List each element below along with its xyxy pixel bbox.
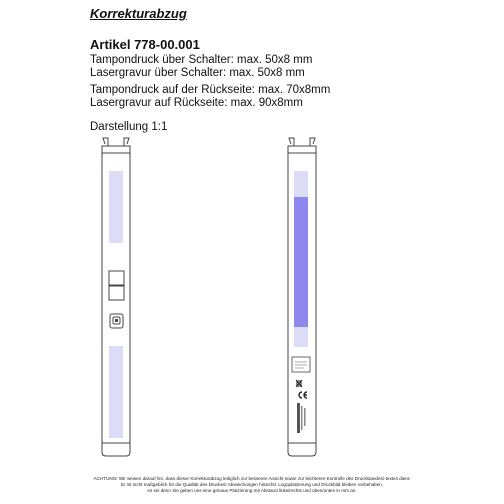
spec-line: Lasergravur auf Rückseite: max. 90x8mm [90, 97, 303, 109]
lighter-back-view [288, 138, 316, 456]
front-print-area-upper [109, 171, 123, 243]
back-tip-prongs [289, 138, 315, 146]
disclaimer-line: es sei denn Sie geben uns eine genaue Platzierung mit Abstand links/rechts und oben/unten in mm an. [147, 488, 357, 493]
front-top-cap [102, 146, 130, 153]
back-top-cap [288, 146, 316, 153]
back-label-box [292, 357, 310, 372]
front-switch-lower [109, 286, 124, 300]
front-tip-prongs [103, 138, 129, 146]
page-title: Korrekturabzug [90, 6, 187, 21]
front-switch-upper [109, 271, 124, 285]
recycle-icon [296, 380, 302, 387]
disclaimer-text [0, 476, 504, 494]
spec-line: Lasergravur über Schalter: max. 50x8 mm [90, 67, 305, 79]
spec-line: Tampondruck auf der Rückseite: max. 70x8mm [90, 84, 331, 96]
front-bottom-cap [102, 443, 130, 456]
article-number: Artikel 778-00.001 [90, 37, 200, 52]
disclaimer-line: Er ist nicht maßgeblich für die Qualität des Druckes! Abweichungen hinsichtl. Logoplatzierung und Druckbild bleiben vorbehalten, [121, 482, 383, 487]
spec-line: Tampondruck über Schalter: max. 50x8 mm [90, 54, 313, 66]
back-bottom-cap [288, 443, 316, 456]
disclaimer-line: ACHTUNG! Wir weisen darauf hin, dass dieser Korrekturabzug lediglich zur besseren Ansicht sowie zur leichteren Kontrolle des Druckstandes/-textes dient. [93, 476, 411, 481]
lighter-front-view [102, 138, 130, 456]
scale-label: Darstellung 1:1 [90, 121, 168, 133]
back-print-area-inner [294, 197, 308, 327]
front-print-area-lower [109, 346, 123, 438]
